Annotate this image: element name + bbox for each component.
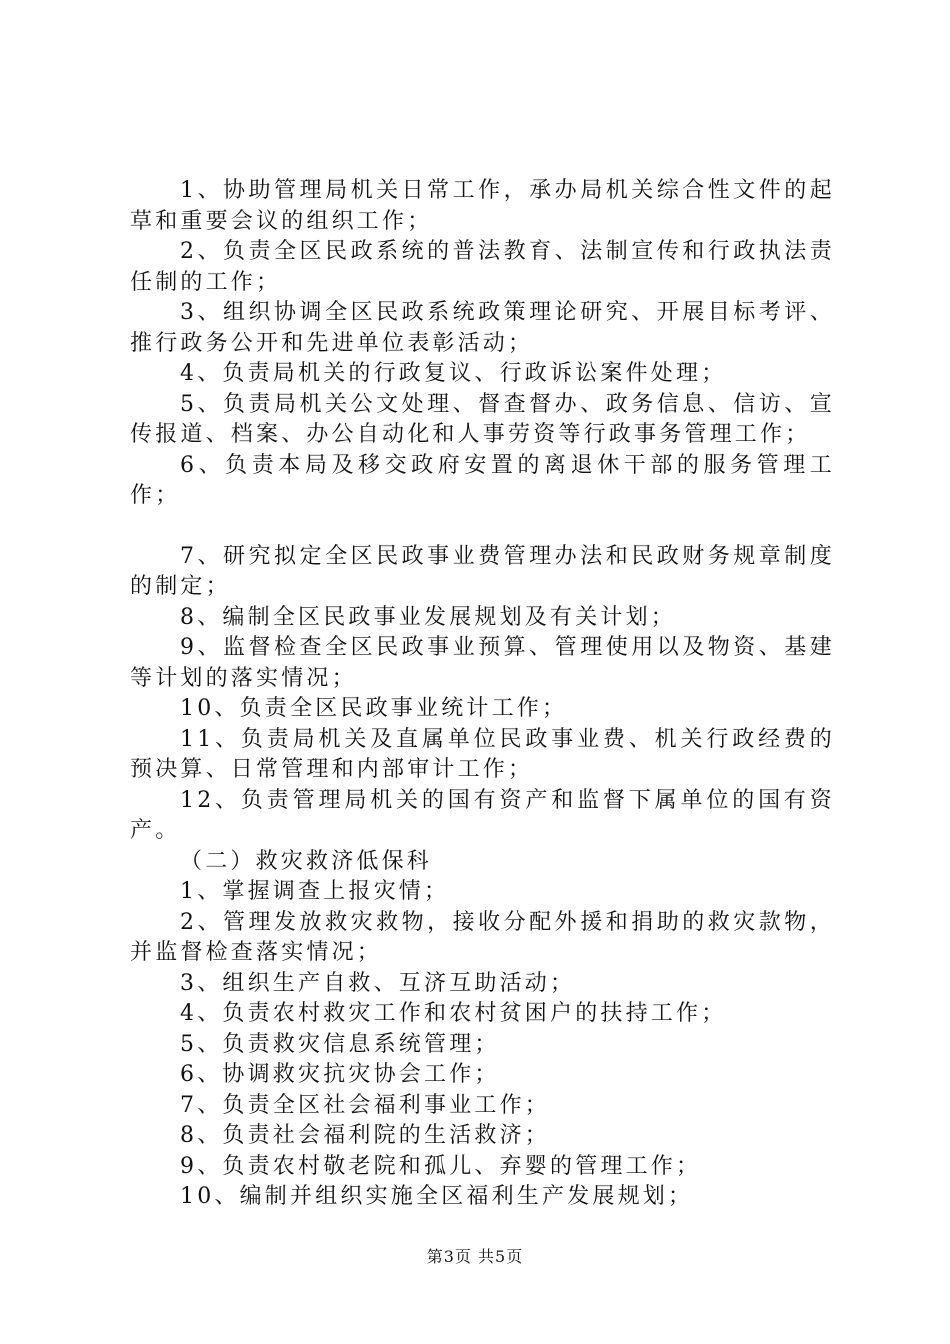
relief-item-9: 9、负责农村敬老院和孤儿、弃婴的管理工作； (180, 1153, 702, 1179)
paragraph-9: 9、监督检查全区民政事业预算、管理使用以及物资、基建等计划的落实情况； (130, 635, 835, 691)
paragraph-2: 2、负责全区民政系统的普法教育、法制宣传和行政执法责任制的工作； (130, 239, 835, 295)
document-body (130, 176, 835, 1213)
relief-item-10: 10、编制并组织实施全区福利生产发展规划； (180, 1184, 694, 1209)
relief-item-6: 6、协调救灾抗灾协会工作； (180, 1062, 500, 1087)
paragraph-gap (130, 512, 835, 542)
section-heading: （二）救灾救济低保科 (180, 848, 433, 874)
relief-item-5: 5、负责救灾信息系统管理； (180, 1031, 500, 1057)
paragraph-1: 1、协助管理局机关日常工作，承办局机关综合性文件的起草和重要会议的组织工作； (130, 178, 835, 234)
relief-item-1: 1、掌握调查上报灾情； (180, 879, 450, 904)
paragraph-8: 8、编制全区民政事业发展规划及有关计划； (180, 604, 676, 630)
page-number-footer: 第3页 共5页 (426, 1247, 524, 1266)
paragraph-11: 11、负责局机关及直属单位民政事业费、机关行政经费的预决算、日常管理和内部审计工作； (130, 726, 835, 782)
relief-item-7: 7、负责全区社会福利事业工作； (180, 1092, 550, 1118)
paragraph-12: 12、负责管理局机关的国有资产和监督下属单位的国有资产。 (130, 787, 835, 843)
paragraph-10: 10、负责全区民政事业统计工作； (180, 696, 568, 721)
relief-item-2: 2、管理发放救灾救物，接收分配外援和捐助的救灾款物，并监督检查落实情况； (130, 909, 835, 965)
paragraph-5: 5、负责局机关公文处理、督查督办、政务信息、信访、宣传报道、档案、办公自动化和人事劳资等行政事务管理工作； (130, 391, 835, 447)
paragraph-6: 6、负责本局及移交政府安置的离退休干部的服务管理工作； (130, 452, 835, 508)
relief-item-3: 3、组织生产自救、互济互助活动； (180, 970, 576, 996)
relief-item-4: 4、负责农村救灾工作和农村贫困户的扶持工作； (180, 1001, 727, 1026)
relief-item-8: 8、负责社会福利院的生活救济； (180, 1123, 550, 1148)
paragraph-4: 4、负责局机关的行政复议、行政诉讼案件处理； (180, 361, 727, 386)
paragraph-3: 3、组织协调全区民政系统政策理论研究、开展目标考评、推行政务公开和先进单位表彰活动； (130, 300, 835, 356)
paragraph-7: 7、研究拟定全区民政事业费管理办法和民政财务规章制度的制定； (130, 543, 835, 599)
